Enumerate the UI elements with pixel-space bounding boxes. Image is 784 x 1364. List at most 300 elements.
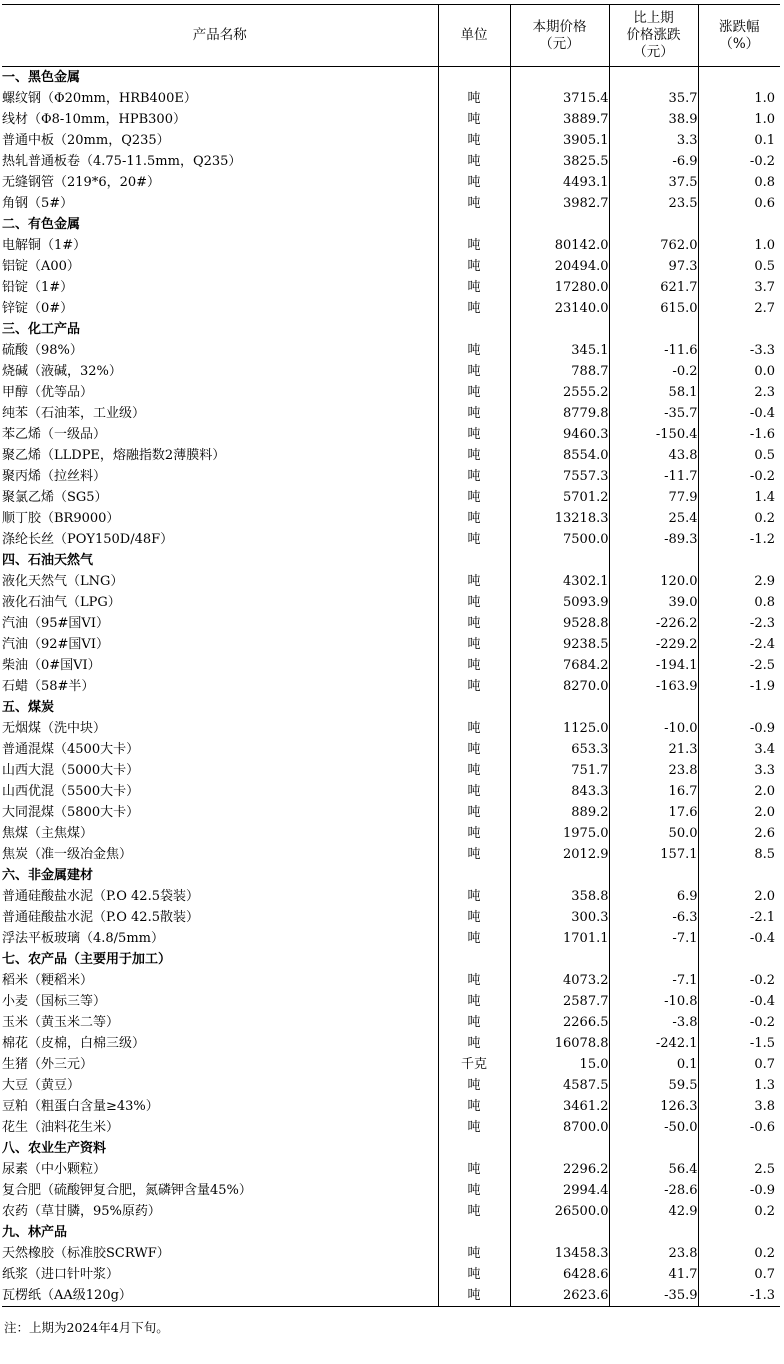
table-row xyxy=(2,172,780,193)
pct-cell: 1.4 xyxy=(698,487,780,508)
table-row xyxy=(2,991,780,1012)
price-cell: 1701.1 xyxy=(510,928,609,949)
change-cell: 6.9 xyxy=(609,886,698,907)
product-name: 线材（Φ8-10mm，HPB300） xyxy=(2,111,186,127)
pct-cell: -3.3 xyxy=(698,340,780,361)
change-cell: -6.9 xyxy=(609,151,698,172)
price-cell: 3461.2 xyxy=(510,1096,609,1117)
unit-cell: 吨 xyxy=(438,88,510,109)
table-row xyxy=(2,1264,780,1285)
pct-cell: -0.4 xyxy=(698,991,780,1012)
change-cell: -11.6 xyxy=(609,340,698,361)
footnote: 注：上期为2024年4月下旬。 xyxy=(4,1320,169,1335)
unit-cell: 吨 xyxy=(438,403,510,424)
price-cell: 751.7 xyxy=(510,760,609,781)
product-name: 复合肥（硫酸钾复合肥，氮磷钾含量45%） xyxy=(2,1182,252,1198)
unit-cell: 吨 xyxy=(438,1264,510,1285)
category-title: 九、林产品 xyxy=(2,1224,68,1240)
category-row xyxy=(2,67,780,89)
unit-cell: 吨 xyxy=(438,109,510,130)
table-row xyxy=(2,88,780,109)
empty-cell xyxy=(698,319,780,340)
table-row xyxy=(2,1054,780,1075)
product-name: 普通硅酸盐水泥（P.O 42.5散装） xyxy=(2,909,199,925)
unit-cell: 吨 xyxy=(438,802,510,823)
price-cell: 345.1 xyxy=(510,340,609,361)
table-row xyxy=(2,739,780,760)
empty-cell xyxy=(438,1138,510,1159)
table-row xyxy=(2,1243,780,1264)
pct-cell: 0.2 xyxy=(698,1243,780,1264)
change-cell: 17.6 xyxy=(609,802,698,823)
empty-cell xyxy=(438,214,510,235)
product-name: 纸浆（进口针叶浆） xyxy=(2,1266,120,1282)
unit-cell: 吨 xyxy=(438,1012,510,1033)
table-row xyxy=(2,1285,780,1307)
table-row xyxy=(2,529,780,550)
product-name: 甲醇（优等品） xyxy=(2,384,94,400)
change-cell: -35.7 xyxy=(609,403,698,424)
unit-cell: 吨 xyxy=(438,1159,510,1180)
unit-cell: 吨 xyxy=(438,991,510,1012)
price-cell: 4302.1 xyxy=(510,571,609,592)
category-row xyxy=(2,319,780,340)
unit-cell: 吨 xyxy=(438,130,510,151)
change-cell: 37.5 xyxy=(609,172,698,193)
price-cell: 13218.3 xyxy=(510,508,609,529)
unit-cell: 吨 xyxy=(438,823,510,844)
empty-cell xyxy=(510,697,609,718)
pct-cell: 0.5 xyxy=(698,256,780,277)
empty-cell xyxy=(510,865,609,886)
pct-cell: -1.5 xyxy=(698,1033,780,1054)
product-name: 普通混煤（4500大卡） xyxy=(2,741,140,757)
price-cell: 15.0 xyxy=(510,1054,609,1075)
change-cell: -50.0 xyxy=(609,1117,698,1138)
pct-cell: 3.7 xyxy=(698,277,780,298)
product-name: 山西优混（5500大卡） xyxy=(2,783,140,799)
change-cell: -226.2 xyxy=(609,613,698,634)
table-row xyxy=(2,382,780,403)
empty-cell xyxy=(698,1138,780,1159)
change-cell: 615.0 xyxy=(609,298,698,319)
price-cell: 1125.0 xyxy=(510,718,609,739)
unit-cell: 吨 xyxy=(438,1201,510,1222)
category-title: 一、黑色金属 xyxy=(2,69,81,85)
product-name: 烧碱（液碱，32%） xyxy=(2,363,122,379)
pct-cell: -0.2 xyxy=(698,1012,780,1033)
column-header-price: 本期价格 （元） xyxy=(510,5,609,67)
category-title: 六、非金属建材 xyxy=(2,867,94,883)
table-row xyxy=(2,256,780,277)
table-row xyxy=(2,1117,780,1138)
column-header-change: 比上期 价格涨跌 （元） xyxy=(609,5,698,67)
product-name: 尿素（中小颗粒） xyxy=(2,1161,107,1177)
unit-cell: 吨 xyxy=(438,634,510,655)
empty-cell xyxy=(438,865,510,886)
product-name: 聚丙烯（拉丝料） xyxy=(2,468,107,484)
change-cell: 23.8 xyxy=(609,760,698,781)
product-name: 液化天然气（LNG） xyxy=(2,573,124,589)
pct-cell: 8.5 xyxy=(698,844,780,865)
pct-cell: -1.9 xyxy=(698,676,780,697)
unit-cell: 吨 xyxy=(438,1096,510,1117)
price-cell: 653.3 xyxy=(510,739,609,760)
table-row xyxy=(2,109,780,130)
price-cell: 843.3 xyxy=(510,781,609,802)
table-row xyxy=(2,655,780,676)
price-cell: 8700.0 xyxy=(510,1117,609,1138)
category-row xyxy=(2,1222,780,1243)
pct-cell: -0.6 xyxy=(698,1117,780,1138)
change-cell: 762.0 xyxy=(609,235,698,256)
unit-cell: 吨 xyxy=(438,1075,510,1096)
unit-cell: 吨 xyxy=(438,424,510,445)
table-row xyxy=(2,1033,780,1054)
price-cell: 26500.0 xyxy=(510,1201,609,1222)
change-cell: 50.0 xyxy=(609,823,698,844)
unit-cell: 吨 xyxy=(438,886,510,907)
unit-cell: 吨 xyxy=(438,970,510,991)
price-cell: 3825.5 xyxy=(510,151,609,172)
pct-cell: -2.5 xyxy=(698,655,780,676)
pct-cell: 2.5 xyxy=(698,1159,780,1180)
product-name: 无缝钢管（219*6，20#） xyxy=(2,174,161,190)
price-cell: 889.2 xyxy=(510,802,609,823)
unit-cell: 吨 xyxy=(438,235,510,256)
product-name: 农药（草甘膦，95%原药） xyxy=(2,1203,161,1219)
category-title: 八、农业生产资料 xyxy=(2,1140,107,1156)
table-row xyxy=(2,571,780,592)
empty-cell xyxy=(698,697,780,718)
category-title: 七、农产品（主要用于加工） xyxy=(2,951,172,967)
change-cell: -242.1 xyxy=(609,1033,698,1054)
empty-cell xyxy=(510,1138,609,1159)
product-name: 焦炭（准一级冶金焦） xyxy=(2,846,133,862)
price-cell: 3982.7 xyxy=(510,193,609,214)
change-cell: -35.9 xyxy=(609,1285,698,1307)
product-name: 聚氯乙烯（SG5） xyxy=(2,489,108,505)
price-cell: 16078.8 xyxy=(510,1033,609,1054)
pct-cell: 0.7 xyxy=(698,1054,780,1075)
table-row xyxy=(2,760,780,781)
table-row xyxy=(2,445,780,466)
price-cell: 8554.0 xyxy=(510,445,609,466)
product-name: 瓦楞纸（AA级120g） xyxy=(2,1285,438,1307)
pct-cell: 3.8 xyxy=(698,1096,780,1117)
pct-cell: -1.2 xyxy=(698,529,780,550)
table-row xyxy=(2,823,780,844)
empty-cell xyxy=(438,319,510,340)
price-cell: 9238.5 xyxy=(510,634,609,655)
empty-cell xyxy=(510,214,609,235)
pct-cell: 2.0 xyxy=(698,802,780,823)
price-cell: 20494.0 xyxy=(510,256,609,277)
unit-cell: 吨 xyxy=(438,1243,510,1264)
pct-cell: 1.0 xyxy=(698,235,780,256)
empty-cell xyxy=(609,319,698,340)
change-cell: 43.8 xyxy=(609,445,698,466)
change-cell: 157.1 xyxy=(609,844,698,865)
unit-cell: 吨 xyxy=(438,277,510,298)
product-name: 棉花（皮棉，白棉三级） xyxy=(2,1035,146,1051)
empty-cell xyxy=(438,550,510,571)
unit-cell: 吨 xyxy=(438,571,510,592)
price-cell: 5093.9 xyxy=(510,592,609,613)
pct-cell: -2.1 xyxy=(698,907,780,928)
category-title: 五、煤炭 xyxy=(2,699,55,715)
unit-cell: 千克 xyxy=(438,1054,510,1075)
product-name: 石蜡（58#半） xyxy=(2,678,95,694)
pct-cell: 2.9 xyxy=(698,571,780,592)
pct-cell: -0.2 xyxy=(698,466,780,487)
table-row xyxy=(2,487,780,508)
change-cell: -6.3 xyxy=(609,907,698,928)
product-name: 大同混煤（5800大卡） xyxy=(2,804,140,820)
pct-cell: 1.3 xyxy=(698,1075,780,1096)
empty-cell xyxy=(698,865,780,886)
price-cell: 3889.7 xyxy=(510,109,609,130)
category-row xyxy=(2,214,780,235)
product-name: 普通硅酸盐水泥（P.O 42.5袋装） xyxy=(2,888,199,904)
table-row xyxy=(2,1159,780,1180)
product-name: 浮法平板玻璃（4.8/5mm） xyxy=(2,930,164,946)
price-cell: 23140.0 xyxy=(510,298,609,319)
price-cell: 2623.6 xyxy=(510,1285,609,1307)
table-row xyxy=(2,193,780,214)
table-row xyxy=(2,298,780,319)
column-header-unit: 单位 xyxy=(438,5,510,67)
pct-cell: 2.0 xyxy=(698,781,780,802)
pct-cell: 1.0 xyxy=(698,109,780,130)
change-cell: 59.5 xyxy=(609,1075,698,1096)
change-cell: 97.3 xyxy=(609,256,698,277)
price-cell: 9528.8 xyxy=(510,613,609,634)
price-cell: 17280.0 xyxy=(510,277,609,298)
change-cell: -7.1 xyxy=(609,970,698,991)
product-name: 稻米（粳稻米） xyxy=(2,972,94,988)
change-cell: -3.8 xyxy=(609,1012,698,1033)
pct-cell: -0.2 xyxy=(698,151,780,172)
empty-cell xyxy=(698,1222,780,1243)
change-cell: -7.1 xyxy=(609,928,698,949)
unit-cell: 吨 xyxy=(438,508,510,529)
category-row xyxy=(2,949,780,970)
price-cell: 300.3 xyxy=(510,907,609,928)
product-name: 热轧普通板卷（4.75-11.5mm，Q235） xyxy=(2,153,242,169)
pct-cell: -0.9 xyxy=(698,718,780,739)
unit-cell: 吨 xyxy=(438,193,510,214)
product-name: 焦煤（主焦煤） xyxy=(2,825,94,841)
price-cell: 1975.0 xyxy=(510,823,609,844)
unit-cell: 吨 xyxy=(438,172,510,193)
unit-cell: 吨 xyxy=(438,676,510,697)
change-cell: 56.4 xyxy=(609,1159,698,1180)
change-cell: 42.9 xyxy=(609,1201,698,1222)
table-row xyxy=(2,592,780,613)
change-cell: -163.9 xyxy=(609,676,698,697)
empty-cell xyxy=(510,67,609,89)
unit-cell: 吨 xyxy=(438,592,510,613)
change-cell: -89.3 xyxy=(609,529,698,550)
price-cell: 8270.0 xyxy=(510,676,609,697)
unit-cell: 吨 xyxy=(438,1117,510,1138)
unit-cell: 吨 xyxy=(438,613,510,634)
unit-cell: 吨 xyxy=(438,655,510,676)
product-name: 聚乙烯（LLDPE，熔融指数2薄膜料） xyxy=(2,447,226,463)
product-name: 柴油（0#国VI） xyxy=(2,657,101,673)
empty-cell xyxy=(609,949,698,970)
table-row xyxy=(2,403,780,424)
table-row xyxy=(2,235,780,256)
price-cell: 8779.8 xyxy=(510,403,609,424)
table-row xyxy=(2,613,780,634)
table-row xyxy=(2,277,780,298)
table-row xyxy=(2,718,780,739)
change-cell: 621.7 xyxy=(609,277,698,298)
pct-cell: 2.7 xyxy=(698,298,780,319)
table-row xyxy=(2,907,780,928)
empty-cell xyxy=(698,550,780,571)
table-row xyxy=(2,340,780,361)
empty-cell xyxy=(510,949,609,970)
product-name: 顺丁胶（BR9000） xyxy=(2,510,120,526)
pct-cell: 0.2 xyxy=(698,1201,780,1222)
empty-cell xyxy=(609,1138,698,1159)
unit-cell: 吨 xyxy=(438,760,510,781)
product-name: 汽油（95#国VI） xyxy=(2,615,109,631)
change-cell: 39.0 xyxy=(609,592,698,613)
change-cell: 120.0 xyxy=(609,571,698,592)
price-cell: 2587.7 xyxy=(510,991,609,1012)
table-row xyxy=(2,802,780,823)
change-cell: -150.4 xyxy=(609,424,698,445)
table-row xyxy=(2,1096,780,1117)
empty-cell xyxy=(609,67,698,89)
change-cell: 35.7 xyxy=(609,88,698,109)
category-title: 二、有色金属 xyxy=(2,216,81,232)
change-cell: 41.7 xyxy=(609,1264,698,1285)
product-name: 大豆（黄豆） xyxy=(2,1077,81,1093)
category-row xyxy=(2,1138,780,1159)
unit-cell: 吨 xyxy=(438,151,510,172)
change-cell: -11.7 xyxy=(609,466,698,487)
table-row xyxy=(2,508,780,529)
price-cell: 6428.6 xyxy=(510,1264,609,1285)
pct-cell: 0.0 xyxy=(698,361,780,382)
table-row xyxy=(2,928,780,949)
pct-cell: -0.4 xyxy=(698,928,780,949)
price-cell: 3715.4 xyxy=(510,88,609,109)
pct-cell: -1.3 xyxy=(698,1285,780,1307)
column-header-pct: 涨跌幅 （%） xyxy=(698,5,780,67)
empty-cell xyxy=(609,1222,698,1243)
product-name: 液化石油气（LPG） xyxy=(2,594,121,610)
empty-cell xyxy=(438,1222,510,1243)
unit-cell: 吨 xyxy=(438,445,510,466)
pct-cell: 0.8 xyxy=(698,592,780,613)
pct-cell: 0.1 xyxy=(698,130,780,151)
unit-cell: 吨 xyxy=(438,928,510,949)
category-row xyxy=(2,865,780,886)
product-name: 无烟煤（洗中块） xyxy=(2,720,107,736)
pct-cell: 3.4 xyxy=(698,739,780,760)
change-cell: 0.1 xyxy=(609,1054,698,1075)
pct-cell: -0.2 xyxy=(698,970,780,991)
product-name: 花生（油料花生米） xyxy=(2,1119,120,1135)
change-cell: -229.2 xyxy=(609,634,698,655)
unit-cell: 吨 xyxy=(438,844,510,865)
price-cell: 2266.5 xyxy=(510,1012,609,1033)
table-row xyxy=(2,676,780,697)
pct-cell: 1.0 xyxy=(698,88,780,109)
unit-cell: 吨 xyxy=(438,1033,510,1054)
unit-cell: 吨 xyxy=(438,907,510,928)
price-cell: 7684.2 xyxy=(510,655,609,676)
empty-cell xyxy=(438,67,510,89)
empty-cell xyxy=(510,550,609,571)
product-name: 苯乙烯（一级品） xyxy=(2,426,107,442)
empty-cell xyxy=(510,319,609,340)
product-name: 螺纹钢（Φ20mm，HRB400E） xyxy=(2,90,197,106)
table-row xyxy=(2,1180,780,1201)
column-header-name: 产品名称 xyxy=(2,5,438,67)
table-row xyxy=(2,361,780,382)
price-cell: 7557.3 xyxy=(510,466,609,487)
change-cell: 21.3 xyxy=(609,739,698,760)
table-row xyxy=(2,886,780,907)
product-name: 纯苯（石油苯，工业级） xyxy=(2,405,146,421)
category-row xyxy=(2,550,780,571)
price-cell: 80142.0 xyxy=(510,235,609,256)
table-header xyxy=(2,5,780,67)
pct-cell: 0.6 xyxy=(698,193,780,214)
empty-cell xyxy=(438,697,510,718)
table-row xyxy=(2,466,780,487)
product-name: 涤纶长丝（POY150D/48F） xyxy=(2,531,174,547)
price-cell: 3905.1 xyxy=(510,130,609,151)
price-table xyxy=(2,4,780,1307)
product-name: 普通中板（20mm，Q235） xyxy=(2,132,170,148)
change-cell: -10.8 xyxy=(609,991,698,1012)
table-body xyxy=(2,67,780,1307)
product-name: 铝锭（A00） xyxy=(2,258,80,274)
product-name: 锌锭（0#） xyxy=(2,300,74,316)
product-name: 硫酸（98%） xyxy=(2,342,83,358)
product-name: 铅锭（1#） xyxy=(2,279,74,295)
unit-cell: 吨 xyxy=(438,361,510,382)
change-cell: 126.3 xyxy=(609,1096,698,1117)
price-cell: 9460.3 xyxy=(510,424,609,445)
change-cell: -0.2 xyxy=(609,361,698,382)
price-cell: 5701.2 xyxy=(510,487,609,508)
price-cell: 358.8 xyxy=(510,886,609,907)
product-name: 小麦（国标三等） xyxy=(2,993,107,1009)
product-name: 角钢（5#） xyxy=(2,195,74,211)
pct-cell: 0.7 xyxy=(698,1264,780,1285)
unit-cell: 吨 xyxy=(438,382,510,403)
price-cell: 2296.2 xyxy=(510,1159,609,1180)
change-cell: 23.5 xyxy=(609,193,698,214)
table-row xyxy=(2,634,780,655)
price-cell: 4587.5 xyxy=(510,1075,609,1096)
pct-cell: -2.4 xyxy=(698,634,780,655)
pct-cell: -0.4 xyxy=(698,403,780,424)
product-name: 豆粕（粗蛋白含量≥43%） xyxy=(2,1098,159,1114)
empty-cell xyxy=(698,67,780,89)
pct-cell: 2.0 xyxy=(698,886,780,907)
change-cell: 3.3 xyxy=(609,130,698,151)
